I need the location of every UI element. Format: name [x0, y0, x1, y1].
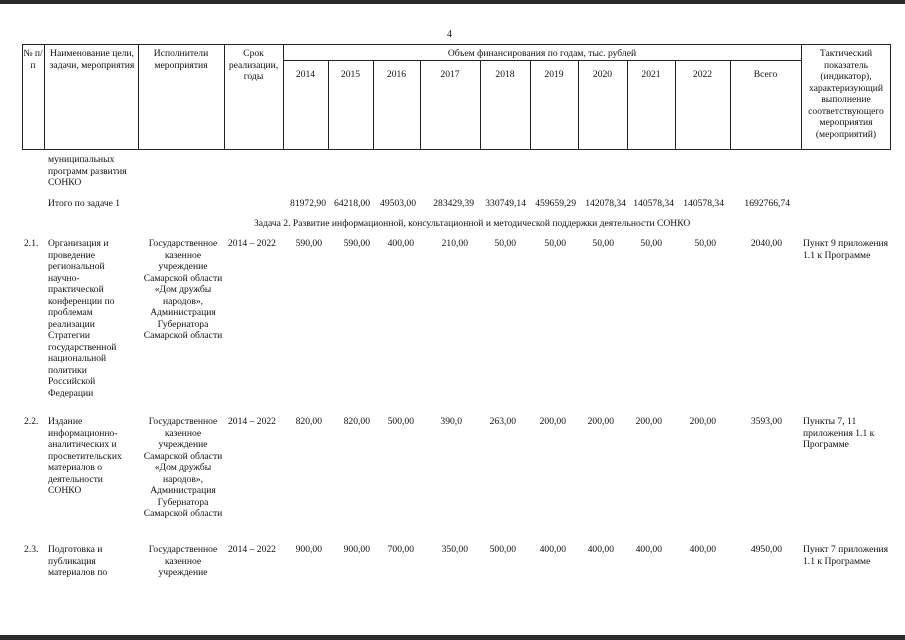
- row-number: 2.1.: [24, 238, 39, 249]
- row-executor: Государственное казенное учреждение Самарской области «Дом дружбы народов», Администрация Губернатора Самарской области: [143, 238, 223, 341]
- row-total: 4950,00: [750, 544, 782, 555]
- total-value: 140578,34: [633, 198, 674, 209]
- total-value: 81972,90: [290, 198, 326, 209]
- task-heading: Задача 2. Развитие информационной, консультационной и методической поддержки деятельности СОНКО: [254, 218, 691, 229]
- year-header: 2016: [386, 69, 407, 80]
- header-name: Наименование цели, задачи, мероприятия: [49, 48, 135, 71]
- year-header: 2021: [641, 69, 661, 80]
- year-header: 2019: [544, 69, 564, 80]
- total-row-label: Итого по задаче 1: [48, 198, 121, 209]
- row-total: 2040,00: [750, 238, 782, 249]
- total-value: 64218,00: [334, 198, 370, 209]
- row-value: 200,00: [635, 416, 662, 427]
- row-total: 3593,00: [750, 416, 782, 427]
- row-number: 2.3.: [24, 544, 39, 555]
- header-indicator: Тактический показатель (индикатор), характеризующий выполнение соответствующего мероприятия (мероприятий): [808, 48, 884, 140]
- header-executors: Исполнители мероприятия: [153, 48, 209, 71]
- row-value: 50,00: [694, 238, 716, 249]
- row-indicator: Пункты 7, 11 приложения 1.1 к Программе: [803, 416, 875, 450]
- row-name: Организация и проведение региональной научно-практической конференции по проблемам реализации Стратегии государственной национальной политики Российской Федерации: [48, 238, 117, 399]
- row-value: 400,00: [587, 544, 614, 555]
- header-funding: Объем финансирования по годам, тыс. рублей: [447, 48, 637, 59]
- row-value: 50,00: [494, 238, 516, 249]
- row-value: 500,00: [489, 544, 516, 555]
- row-value: 50,00: [544, 238, 566, 249]
- bottom-border: [0, 635, 905, 640]
- year-header: 2017: [440, 69, 460, 80]
- row-value: 400,00: [635, 544, 662, 555]
- year-header: 2018: [495, 69, 515, 80]
- row-value: 50,00: [640, 238, 662, 249]
- row-value: 400,00: [539, 544, 566, 555]
- header-top-line: [22, 44, 891, 45]
- row-term: 2014 – 2022: [228, 416, 276, 427]
- total-value: 49503,00: [380, 198, 416, 209]
- row-value: 263,00: [489, 416, 516, 427]
- row-value: 700,00: [387, 544, 414, 555]
- year-header: 2015: [340, 69, 361, 80]
- row-value: 900,00: [343, 544, 370, 555]
- total-header: Всего: [753, 69, 778, 80]
- row-value: 900,00: [295, 544, 322, 555]
- row-value: 200,00: [539, 416, 566, 427]
- page-number: 4: [447, 29, 452, 40]
- row-value: 500,00: [387, 416, 414, 427]
- row-term: 2014 – 2022: [228, 544, 276, 555]
- header-bottom-line: [22, 149, 891, 150]
- row-term: 2014 – 2022: [228, 238, 276, 249]
- year-header: 2014: [295, 69, 316, 80]
- funding-subheader-line: [283, 60, 801, 61]
- row-value: 820,00: [343, 416, 370, 427]
- total-value: 330749,14: [485, 198, 526, 209]
- total-value: 140578,34: [683, 198, 724, 209]
- row-name: Подготовка и публикация материалов по: [48, 544, 108, 578]
- row-value: 350,00: [441, 544, 468, 555]
- row-value: 50,00: [592, 238, 614, 249]
- year-header: 2022: [692, 69, 713, 80]
- row-value: 400,00: [387, 238, 414, 249]
- row-indicator: Пункт 7 приложения 1.1 к Программе: [803, 544, 889, 567]
- total-value: 459659,29: [535, 198, 576, 209]
- top-border: [0, 0, 905, 4]
- row-value: 200,00: [587, 416, 614, 427]
- row-value: 390,0: [440, 416, 462, 427]
- row-value: 210,00: [441, 238, 468, 249]
- header-num: № п/п: [23, 48, 43, 71]
- continuation-text: муниципальных программ развития СОНКО: [48, 154, 127, 188]
- header-term: Срок реализации, годы: [228, 48, 279, 82]
- row-value: 400,00: [689, 544, 716, 555]
- total-value: 142078,34: [585, 198, 626, 209]
- row-number: 2.2.: [24, 416, 39, 427]
- row-executor: Государственное казенное учреждение Самарской области «Дом дружбы народов», Администрация Губернатора Самарской области: [143, 416, 223, 519]
- row-executor: Государственное казенное учреждение: [148, 544, 218, 578]
- row-indicator: Пункт 9 приложения 1.1 к Программе: [803, 238, 889, 261]
- row-value: 590,00: [295, 238, 322, 249]
- total-value: 283429,39: [433, 198, 474, 209]
- total-value: 1692766,74: [744, 198, 790, 209]
- row-value: 590,00: [343, 238, 370, 249]
- row-value: 820,00: [295, 416, 322, 427]
- row-name: Издание информационно-аналитических и просветительских материалов о деятельности СОНКО: [48, 416, 122, 496]
- year-header: 2020: [592, 69, 613, 80]
- row-value: 200,00: [689, 416, 716, 427]
